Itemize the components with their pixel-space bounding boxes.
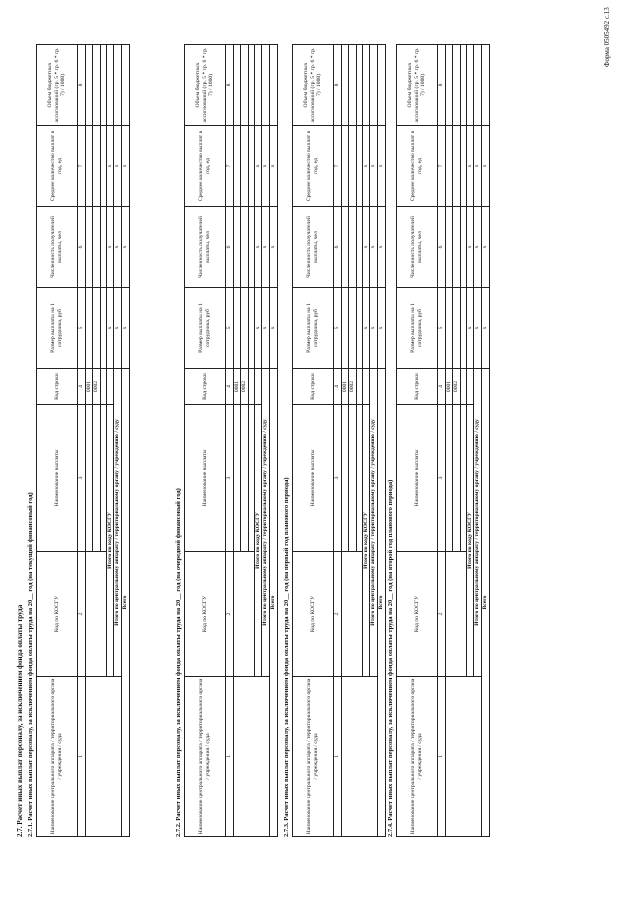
x-mark: x xyxy=(481,207,489,288)
section-2-7-4 xyxy=(386,45,490,837)
value-cell[interactable] xyxy=(121,45,129,126)
payment-name-cell[interactable] xyxy=(93,405,101,552)
header-row xyxy=(185,45,226,837)
column-number: 1 xyxy=(78,677,86,837)
value-cell[interactable] xyxy=(241,126,249,207)
row-code-cell: 0002 xyxy=(241,369,249,405)
payment-name-cell[interactable] xyxy=(233,405,241,552)
x-mark: x xyxy=(254,288,262,369)
value-cell[interactable] xyxy=(445,288,453,369)
header-budget-volume: Объем бюджетных ассигнований (гр. 5 * гр. 6 * гр. 7) / 1000) xyxy=(37,45,78,126)
column-number: 4 xyxy=(334,369,342,405)
value-cell[interactable] xyxy=(377,45,385,126)
total-row xyxy=(269,45,277,837)
calculation-table xyxy=(184,44,278,837)
column-number: 1 xyxy=(334,677,342,837)
form-number: Форма 0505492 с.13 xyxy=(603,7,611,67)
value-cell[interactable] xyxy=(233,45,241,126)
subtotal-kosgu-label: Итого по коду КОСГУ xyxy=(466,405,474,677)
header-recipients-count: Численность получателей выплаты, чел xyxy=(185,207,226,288)
x-mark: x xyxy=(254,126,262,207)
x-mark: x xyxy=(362,288,370,369)
header-recipients-count: Численность получателей выплаты, чел xyxy=(397,207,438,288)
row-code-cell: 0002 xyxy=(349,369,357,405)
header-payment-amount: Размер выплаты на 1 сотрудника, руб xyxy=(185,288,226,369)
value-cell[interactable] xyxy=(453,288,461,369)
value-cell[interactable] xyxy=(445,207,453,288)
x-mark: x xyxy=(466,126,474,207)
column-number: 7 xyxy=(78,126,86,207)
calculation-table xyxy=(292,44,386,837)
row-code-cell: 0002 xyxy=(93,369,101,405)
column-number: 7 xyxy=(438,126,446,207)
org-name-cell[interactable] xyxy=(233,677,269,837)
value-cell[interactable] xyxy=(349,207,357,288)
x-mark: x xyxy=(106,288,114,369)
total-row xyxy=(481,45,489,837)
subtotal-org-label: Итого по центральному аппарату / территориальному органу / учреждению / суду xyxy=(114,369,122,677)
x-mark: x xyxy=(106,207,114,288)
x-mark: x xyxy=(114,126,122,207)
value-cell[interactable] xyxy=(481,45,489,126)
header-payments-per-year: Среднее количество выплат в год, ед xyxy=(37,126,78,207)
value-cell[interactable] xyxy=(349,45,357,126)
header-payment-amount: Размер выплаты на 1 сотрудника, руб xyxy=(397,288,438,369)
subtotal-org-label: Итого по центральному аппарату / территориальному органу / учреждению / суду xyxy=(262,369,270,677)
column-number: 2 xyxy=(78,552,86,677)
column-number-row xyxy=(334,45,342,837)
value-cell[interactable] xyxy=(453,45,461,126)
column-number: 5 xyxy=(438,288,446,369)
header-payment-amount: Размер выплаты на 1 сотрудника, руб xyxy=(37,288,78,369)
row-code-cell xyxy=(254,369,262,405)
section-title: 2.7.2. Расчет иных выплат персоналу, за исключением фонда оплаты труда на 20__ год (на очередной финансовый год) xyxy=(175,488,182,837)
kosgu-code-cell[interactable] xyxy=(85,552,106,677)
section-title: 2.7.3. Расчет иных выплат персоналу, за исключением фонда оплаты труда на 20__ год (на первый год планового периода) xyxy=(283,477,290,837)
section-2-7-1 xyxy=(26,45,130,837)
subtotal-kosgu-label: Итого по коду КОСГУ xyxy=(362,405,370,677)
value-cell[interactable] xyxy=(341,45,349,126)
header-row xyxy=(293,45,334,837)
org-name-cell[interactable] xyxy=(445,677,481,837)
value-cell[interactable] xyxy=(114,45,122,126)
column-number: 4 xyxy=(226,369,234,405)
x-mark: x xyxy=(262,126,270,207)
org-name-cell[interactable] xyxy=(85,677,121,837)
value-cell[interactable] xyxy=(466,45,474,126)
x-mark: x xyxy=(262,207,270,288)
column-number: 8 xyxy=(226,45,234,126)
subtotal-org-label: Итого по центральному аппарату / территориальному органу / учреждению / суду xyxy=(474,369,482,677)
column-number: 6 xyxy=(438,207,446,288)
value-cell[interactable] xyxy=(106,45,114,126)
header-org-name: Наименование центрального аппарата / территориального органа / учреждения / суда xyxy=(37,677,78,837)
column-number: 6 xyxy=(78,207,86,288)
value-cell[interactable] xyxy=(93,207,101,288)
x-mark: x xyxy=(114,288,122,369)
value-cell[interactable] xyxy=(254,45,262,126)
column-number: 2 xyxy=(226,552,234,677)
row-code-cell xyxy=(466,369,474,405)
column-number: 7 xyxy=(334,126,342,207)
x-mark: x xyxy=(474,126,482,207)
value-cell[interactable] xyxy=(362,45,370,126)
value-cell[interactable] xyxy=(349,126,357,207)
x-mark: x xyxy=(370,207,378,288)
x-mark: x xyxy=(269,207,277,288)
value-cell[interactable] xyxy=(85,207,93,288)
column-number: 2 xyxy=(438,552,446,677)
column-number: 3 xyxy=(78,405,86,552)
header-kosgu-code: Код по КОСГУ xyxy=(37,552,78,677)
payment-name-cell[interactable] xyxy=(453,405,461,552)
header-payment-name: Наименование выплаты xyxy=(185,405,226,552)
table-row xyxy=(445,45,453,837)
value-cell[interactable] xyxy=(349,288,357,369)
header-budget-volume: Объем бюджетных ассигнований (гр. 5 * гр. 6 * гр. 7) / 1000) xyxy=(397,45,438,126)
value-cell[interactable] xyxy=(341,288,349,369)
table-row xyxy=(341,45,349,837)
x-mark: x xyxy=(121,126,129,207)
x-mark: x xyxy=(114,207,122,288)
total-row xyxy=(377,45,385,837)
value-cell[interactable] xyxy=(241,207,249,288)
row-code-cell: 0001 xyxy=(341,369,349,405)
value-cell[interactable] xyxy=(453,207,461,288)
x-mark: x xyxy=(474,288,482,369)
x-mark: x xyxy=(362,207,370,288)
value-cell[interactable] xyxy=(93,45,101,126)
subtotal-kosgu-label: Итого по коду КОСГУ xyxy=(254,405,262,677)
x-mark: x xyxy=(269,126,277,207)
header-payment-amount: Размер выплаты на 1 сотрудника, руб xyxy=(293,288,334,369)
section-title: 2.7.1. Расчет иных выплат персоналу, за исключением фонда оплаты труда на 20__ год (на текущий финансовый год) xyxy=(27,492,34,837)
header-payments-per-year: Среднее количество выплат в год, ед xyxy=(293,126,334,207)
column-number: 8 xyxy=(334,45,342,126)
value-cell[interactable] xyxy=(474,45,482,126)
document-title: 2.7. Расчет иных выплат персоналу, за исключением фонда оплаты труда xyxy=(16,604,24,837)
row-code-cell: 0001 xyxy=(85,369,93,405)
value-cell[interactable] xyxy=(262,45,270,126)
x-mark: x xyxy=(362,126,370,207)
value-cell[interactable] xyxy=(93,288,101,369)
calculation-table xyxy=(396,44,490,837)
header-org-name: Наименование центрального аппарата / территориального органа / учреждения / суда xyxy=(293,677,334,837)
header-payment-name: Наименование выплаты xyxy=(293,405,334,552)
header-row xyxy=(37,45,78,837)
x-mark: x xyxy=(121,288,129,369)
header-budget-volume: Объем бюджетных ассигнований (гр. 5 * гр. 6 * гр. 7) / 1000) xyxy=(293,45,334,126)
value-cell[interactable] xyxy=(269,45,277,126)
column-number: 3 xyxy=(226,405,234,552)
header-recipients-count: Численность получателей выплаты, чел xyxy=(37,207,78,288)
table-row xyxy=(233,45,241,837)
value-cell[interactable] xyxy=(445,45,453,126)
header-row-code: Код строки xyxy=(37,369,78,405)
column-number: 4 xyxy=(438,369,446,405)
section-2-7-3 xyxy=(282,45,386,837)
value-cell[interactable] xyxy=(341,207,349,288)
x-mark: x xyxy=(377,207,385,288)
column-number: 2 xyxy=(334,552,342,677)
value-cell[interactable] xyxy=(85,288,93,369)
total-label: Всего xyxy=(377,369,385,837)
header-kosgu-code: Код по КОСГУ xyxy=(185,552,226,677)
header-kosgu-code: Код по КОСГУ xyxy=(293,552,334,677)
column-number: 7 xyxy=(226,126,234,207)
column-number: 5 xyxy=(226,288,234,369)
x-mark: x xyxy=(481,126,489,207)
column-number: 6 xyxy=(226,207,234,288)
column-number: 4 xyxy=(78,369,86,405)
row-code-cell: 0001 xyxy=(233,369,241,405)
section-title: 2.7.4. Расчет иных выплат персоналу, за исключением фонда оплаты труда на 20__ год (на второй год планового периода) xyxy=(387,479,394,837)
kosgu-code-cell[interactable] xyxy=(341,552,362,677)
column-number: 3 xyxy=(334,405,342,552)
value-cell[interactable] xyxy=(241,288,249,369)
payment-name-cell[interactable] xyxy=(341,405,349,552)
x-mark: x xyxy=(377,288,385,369)
payment-name-cell[interactable] xyxy=(349,405,357,552)
header-payment-name: Наименование выплаты xyxy=(37,405,78,552)
kosgu-code-cell[interactable] xyxy=(445,552,466,677)
total-label: Всего xyxy=(481,369,489,837)
x-mark: x xyxy=(262,288,270,369)
column-number: 5 xyxy=(78,288,86,369)
header-org-name: Наименование центрального аппарата / территориального органа / учреждения / суда xyxy=(185,677,226,837)
row-code-cell: 0002 xyxy=(453,369,461,405)
total-label: Всего xyxy=(121,369,129,837)
column-number-row xyxy=(226,45,234,837)
total-row xyxy=(121,45,129,837)
x-mark: x xyxy=(466,207,474,288)
row-code-cell xyxy=(362,369,370,405)
value-cell[interactable] xyxy=(85,45,93,126)
value-cell[interactable] xyxy=(85,126,93,207)
header-payments-per-year: Среднее количество выплат в год, ед xyxy=(185,126,226,207)
subtotal-org-label: Итого по центральному аппарату / территориальному органу / учреждению / суду xyxy=(370,369,378,677)
column-number: 1 xyxy=(226,677,234,837)
payment-name-cell[interactable] xyxy=(85,405,93,552)
header-payment-name: Наименование выплаты xyxy=(397,405,438,552)
header-row xyxy=(397,45,438,837)
total-label: Всего xyxy=(269,369,277,837)
header-payments-per-year: Среднее количество выплат в год, ед xyxy=(397,126,438,207)
payment-name-cell[interactable] xyxy=(445,405,453,552)
x-mark: x xyxy=(481,288,489,369)
header-row-code: Код строки xyxy=(185,369,226,405)
x-mark: x xyxy=(121,207,129,288)
value-cell[interactable] xyxy=(233,207,241,288)
header-kosgu-code: Код по КОСГУ xyxy=(397,552,438,677)
x-mark: x xyxy=(370,288,378,369)
value-cell[interactable] xyxy=(233,288,241,369)
value-cell[interactable] xyxy=(233,126,241,207)
row-code-cell xyxy=(106,369,114,405)
column-number: 5 xyxy=(334,288,342,369)
column-number: 1 xyxy=(438,677,446,837)
column-number: 3 xyxy=(438,405,446,552)
table-row xyxy=(85,45,93,837)
x-mark: x xyxy=(254,207,262,288)
calculation-table xyxy=(36,44,130,837)
value-cell[interactable] xyxy=(370,45,378,126)
column-number: 6 xyxy=(334,207,342,288)
kosgu-code-cell[interactable] xyxy=(233,552,254,677)
x-mark: x xyxy=(269,288,277,369)
x-mark: x xyxy=(466,288,474,369)
header-row-code: Код строки xyxy=(397,369,438,405)
header-row-code: Код строки xyxy=(293,369,334,405)
header-recipients-count: Численность получателей выплаты, чел xyxy=(293,207,334,288)
org-name-cell[interactable] xyxy=(341,677,377,837)
column-number-row xyxy=(78,45,86,837)
section-2-7-2 xyxy=(174,45,278,837)
column-number-row xyxy=(438,45,446,837)
value-cell[interactable] xyxy=(93,126,101,207)
x-mark: x xyxy=(377,126,385,207)
x-mark: x xyxy=(370,126,378,207)
value-cell[interactable] xyxy=(241,45,249,126)
column-number: 8 xyxy=(438,45,446,126)
header-org-name: Наименование центрального аппарата / территориального органа / учреждения / суда xyxy=(397,677,438,837)
value-cell[interactable] xyxy=(341,126,349,207)
column-number: 8 xyxy=(78,45,86,126)
header-budget-volume: Объем бюджетных ассигнований (гр. 5 * гр. 6 * гр. 7) / 1000) xyxy=(185,45,226,126)
x-mark: x xyxy=(474,207,482,288)
x-mark: x xyxy=(106,126,114,207)
subtotal-kosgu-label: Итого по коду КОСГУ xyxy=(106,405,114,677)
value-cell[interactable] xyxy=(453,126,461,207)
payment-name-cell[interactable] xyxy=(241,405,249,552)
row-code-cell: 0001 xyxy=(445,369,453,405)
value-cell[interactable] xyxy=(445,126,453,207)
